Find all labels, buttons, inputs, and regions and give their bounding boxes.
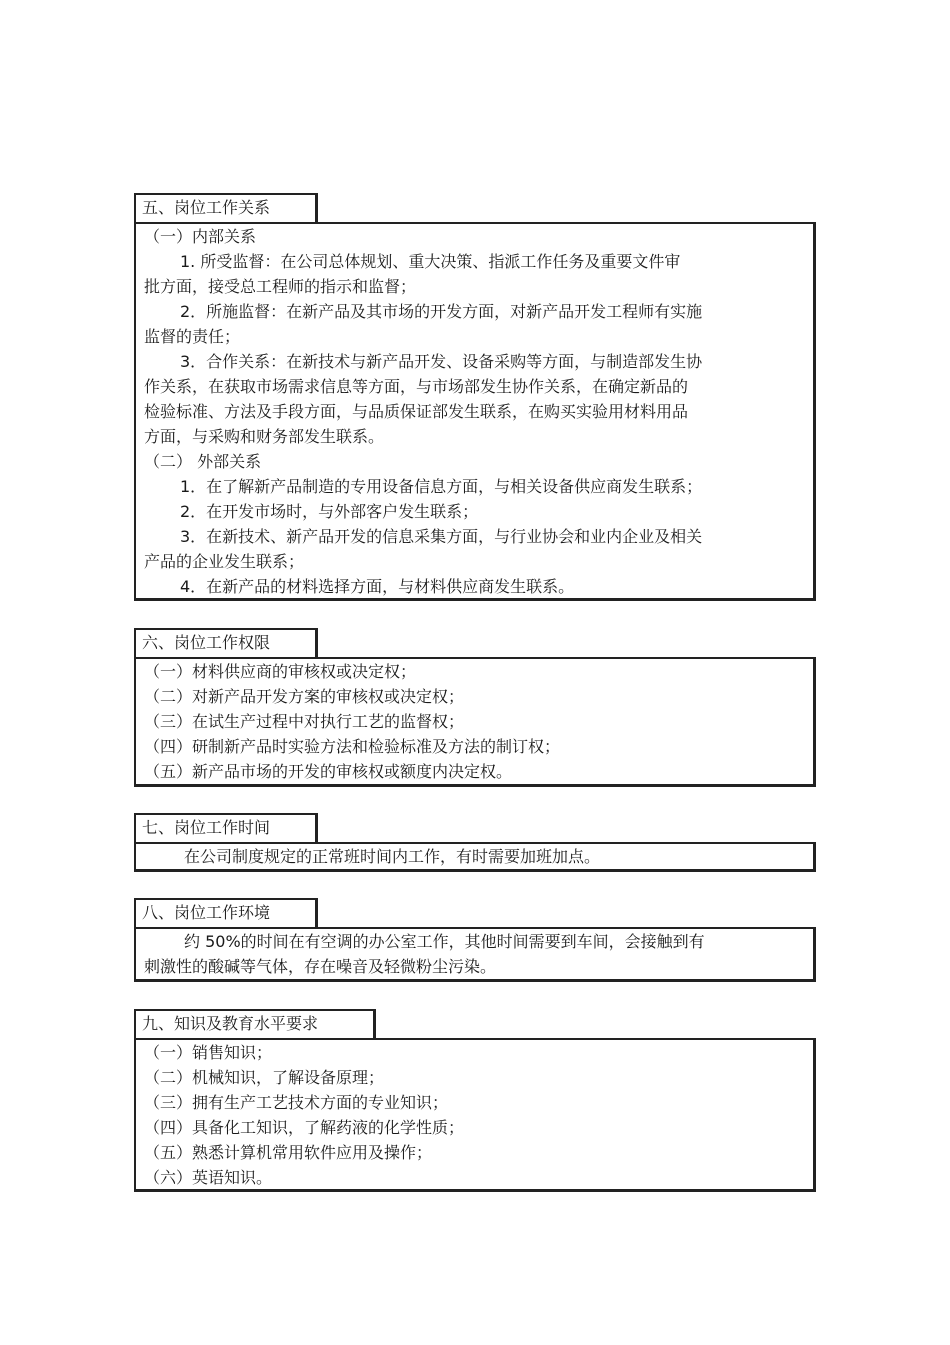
section-title: 七、岗位工作时间 — [134, 813, 318, 842]
line: 方面，与采购和财务部发生联系。 — [144, 427, 385, 446]
section-body — [134, 927, 816, 982]
line: （三）在试生产过程中对执行工艺的监督权； — [144, 712, 465, 731]
section-work-time — [134, 813, 816, 872]
section-work-environment — [134, 898, 816, 982]
line: 监督的责任； — [144, 327, 241, 346]
line-heading: （二） 外部关系 — [144, 452, 262, 471]
section-title: 五、岗位工作关系 — [134, 193, 318, 222]
section-title: 八、岗位工作环境 — [134, 898, 318, 927]
line: （四）具备化工知识，了解药液的化学性质； — [144, 1118, 465, 1137]
line: （一）材料供应商的审核权或决定权； — [144, 662, 417, 681]
line: （六）英语知识。 — [144, 1168, 273, 1187]
section-body — [134, 842, 816, 872]
line: 作关系，在获取市场需求信息等方面，与市场部发生协作关系，在确定新品的 — [144, 377, 689, 396]
line: 检验标准、方法及手段方面，与品质保证部发生联系，在购买实验用材料用品 — [144, 402, 689, 421]
line: 3．在新技术、新产品开发的信息采集方面，与行业协会和业内企业及相关 — [180, 527, 703, 546]
line: 4．在新产品的材料选择方面，与材料供应商发生联系。 — [180, 577, 575, 596]
line: （四）研制新产品时实验方法和检验标准及方法的制订权； — [144, 737, 561, 756]
line: 刺激性的酸碱等气体，存在噪音及轻微粉尘污染。 — [144, 957, 497, 976]
section-work-authority — [134, 628, 816, 787]
line: 2．在开发市场时，与外部客户发生联系； — [180, 502, 479, 521]
line: （三）拥有生产工艺技术方面的专业知识； — [144, 1093, 449, 1112]
line: （二）机械知识，了解设备原理； — [144, 1068, 385, 1087]
section-body — [134, 1038, 816, 1192]
line: （二）对新产品开发方案的审核权或决定权； — [144, 687, 465, 706]
section-title: 九、知识及教育水平要求 — [134, 1009, 376, 1038]
line: （五）熟悉计算机常用软件应用及操作； — [144, 1143, 433, 1162]
line: 2．所施监督：在新产品及其市场的开发方面，对新产品开发工程师有实施 — [180, 302, 703, 321]
line: （一）销售知识； — [144, 1043, 273, 1062]
line: 批方面，接受总工程师的指示和监督； — [144, 277, 417, 296]
section-body — [134, 657, 816, 787]
line: （五）新产品市场的开发的审核权或额度内决定权。 — [144, 762, 513, 781]
section-work-relations — [134, 193, 816, 601]
line: 在公司制度规定的正常班时间内工作，有时需要加班加点。 — [184, 847, 601, 866]
section-body — [134, 222, 816, 601]
line: 1. 所受监督：在公司总体规划、重大决策、指派工作任务及重要文件审 — [180, 252, 681, 271]
section-knowledge-education — [134, 1009, 816, 1192]
line: 产品的企业发生联系； — [144, 552, 305, 571]
section-title: 六、岗位工作权限 — [134, 628, 318, 657]
line-heading: （一）内部关系 — [144, 227, 257, 246]
line: 约 50%的时间在有空调的办公室工作，其他时间需要到车间，会接触到有 — [184, 932, 705, 951]
line: 3．合作关系：在新技术与新产品开发、设备采购等方面，与制造部发生协 — [180, 352, 703, 371]
line: 1．在了解新产品制造的专用设备信息方面，与相关设备供应商发生联系； — [180, 477, 703, 496]
